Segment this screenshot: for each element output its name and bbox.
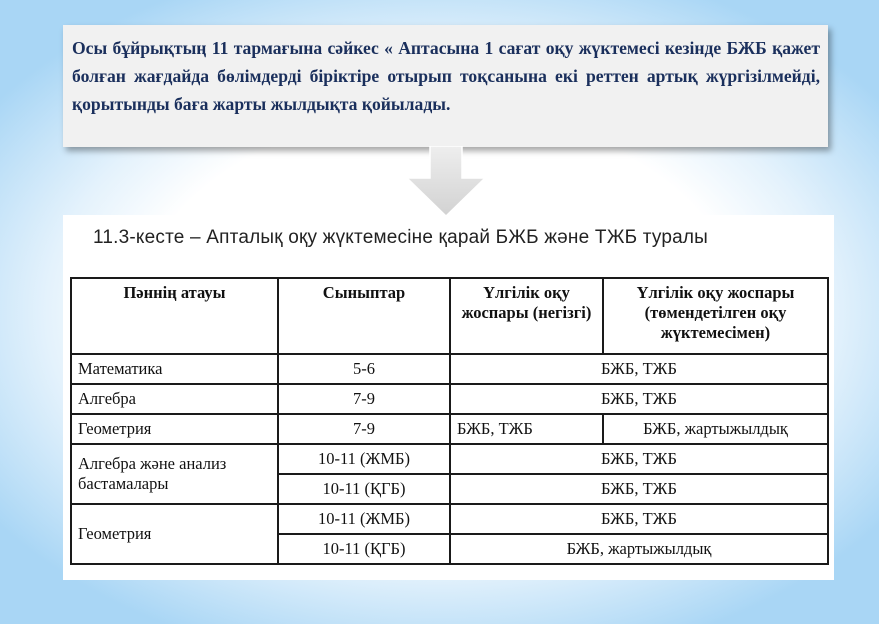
cell-grades: 7-9 [278,414,450,444]
cell-plan: БЖБ, жартыжылдық [450,534,828,564]
cell-plan: БЖБ, ТЖБ [450,504,828,534]
cell-grades: 10-11 (ЖМБ) [278,504,450,534]
cell-grades: 10-11 (ҚГБ) [278,534,450,564]
cell-subject: Алгебра және анализ бастамалары [71,444,278,504]
cell-plan-basic: БЖБ, ТЖБ [450,414,603,444]
table-row [71,384,828,414]
cell-grades: 10-11 (ЖМБ) [278,444,450,474]
header-plan-basic: Үлгілік оқу жоспары (негізгі) [450,278,603,354]
divider [101,577,424,579]
table-row [71,414,828,444]
table-caption: 11.3-кесте – Апталық оқу жүктемесіне қарай БЖБ және ТЖБ туралы [93,227,709,248]
cell-subject: Геометрия [71,414,278,444]
callout-text: Осы бұйрықтың 11 тармағына сәйкес « Аптасына 1 сағат оқу жүктемесі кезінде БЖБ қажет болған жағдайда бөлімдерді біріктіре отырып тоқсанына екі реттен артық жүргізілмейді, қорытынды баға жарты жылдықта қойылады. [72,38,820,114]
cell-plan: БЖБ, ТЖБ [450,354,828,384]
assessment-table [70,277,829,565]
table-row [71,354,828,384]
cell-grades: 5-6 [278,354,450,384]
cell-plan: БЖБ, ТЖБ [450,474,828,504]
callout-box [63,25,828,147]
cell-grades: 7-9 [278,384,450,414]
cell-plan: БЖБ, ТЖБ [450,444,828,474]
header-subject: Пәннің атауы [71,278,278,354]
header-grades: Сыныптар [278,278,450,354]
down-arrow-icon [405,146,487,218]
table-header-row [71,278,828,354]
table-figure [63,215,834,580]
cell-subject: Математика [71,354,278,384]
cell-plan-reduced: БЖБ, жартыжылдық [603,414,828,444]
cell-plan: БЖБ, ТЖБ [450,384,828,414]
table-row [71,504,828,534]
cell-grades: 10-11 (ҚГБ) [278,474,450,504]
cell-subject: Геометрия [71,504,278,564]
table-row [71,444,828,474]
cell-subject: Алгебра [71,384,278,414]
header-plan-reduced: Үлгілік оқу жоспары (төмендетілген оқу жүктемесімен) [603,278,828,354]
